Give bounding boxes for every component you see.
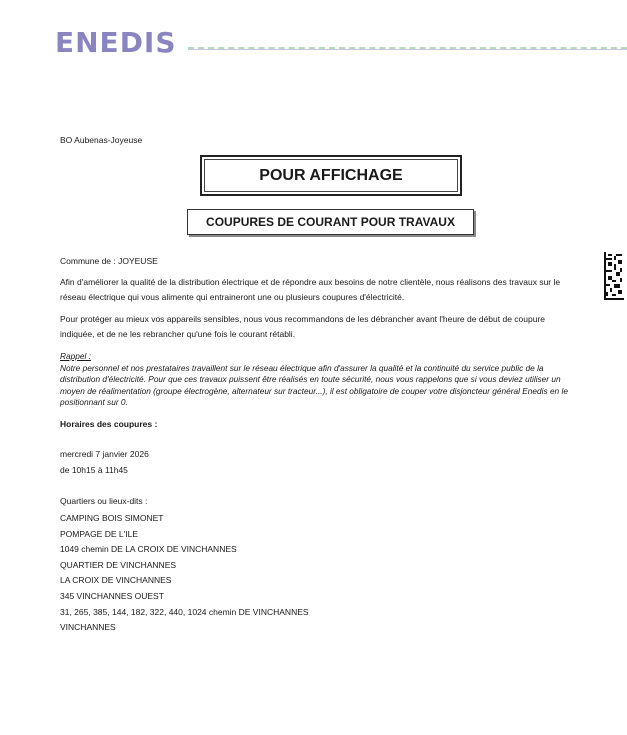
main-title: POUR AFFICHAGE bbox=[259, 166, 403, 184]
list-item: 345 VINCHANNES OUEST bbox=[60, 590, 164, 601]
lieux-list bbox=[60, 511, 309, 636]
commune-label: Commune de : JOYEUSE bbox=[60, 256, 158, 266]
main-title-box bbox=[200, 155, 462, 196]
list-item: LA CROIX DE VINCHANNES bbox=[60, 575, 172, 586]
sub-title: COUPURES DE COURANT POUR TRAVAUX bbox=[206, 215, 455, 229]
office-name: BO Aubenas-Joyeuse bbox=[60, 135, 143, 145]
rappel-title: Rappel : bbox=[60, 351, 91, 361]
datamatrix-code-icon bbox=[604, 252, 624, 300]
list-item: POMPAGE DE L'ILE bbox=[60, 528, 138, 539]
enedis-logo: ENEDIS bbox=[55, 26, 177, 59]
header-divider-underline bbox=[188, 49, 627, 50]
outage-date: mercredi 7 janvier 2026 bbox=[60, 449, 149, 459]
list-item: 31, 265, 385, 144, 182, 322, 440, 1024 chemin DE VINCHANNES bbox=[60, 606, 309, 617]
list-item: QUARTIER DE VINCHANNES bbox=[60, 559, 177, 570]
horaires-title: Horaires des coupures : bbox=[60, 419, 158, 429]
outage-time: de 10h15 à 11h45 bbox=[60, 465, 128, 475]
list-item: VINCHANNES bbox=[60, 622, 116, 633]
list-item: CAMPING BOIS SIMONET bbox=[60, 513, 164, 523]
rappel-block bbox=[60, 351, 570, 409]
rappel-text: Notre personnel et nos prestataires travaillent sur le réseau électrique afin d'assurer la qualité et la continuité du service public de la distribution d'électricité. Pour que ces travaux puissent être réalisés en toute sécurité, nous vous rappelons que si vous deviez utiliser un moyen de réalimentation (groupe électrogène, alternateur sur tracteur...), il est obligatoire de couper votre disjoncteur général Enedis en le positionnant sur 0. bbox=[60, 362, 568, 407]
lieux-title: Quartiers ou lieux-dits : bbox=[60, 496, 148, 506]
list-item: 1049 chemin DE LA CROIX DE VINCHANNES bbox=[60, 544, 237, 555]
sub-title-box bbox=[187, 209, 474, 235]
advice-paragraph: Pour protéger au mieux vos appareils sensibles, nous vous recommandons de les débrancher avant l'heure de début de coupure indiquée, et de ne les rebrancher qu'une fois le courant rétabli. bbox=[60, 314, 546, 339]
intro-paragraph: Afin d'améliorer la qualité de la distribution électrique et de répondre aux besoins de notre clientèle, nous réalisons des travaux sur le réseau électrique qui vous alimente qui entraineront une ou plusieurs coupures d'électricité. bbox=[60, 277, 561, 302]
